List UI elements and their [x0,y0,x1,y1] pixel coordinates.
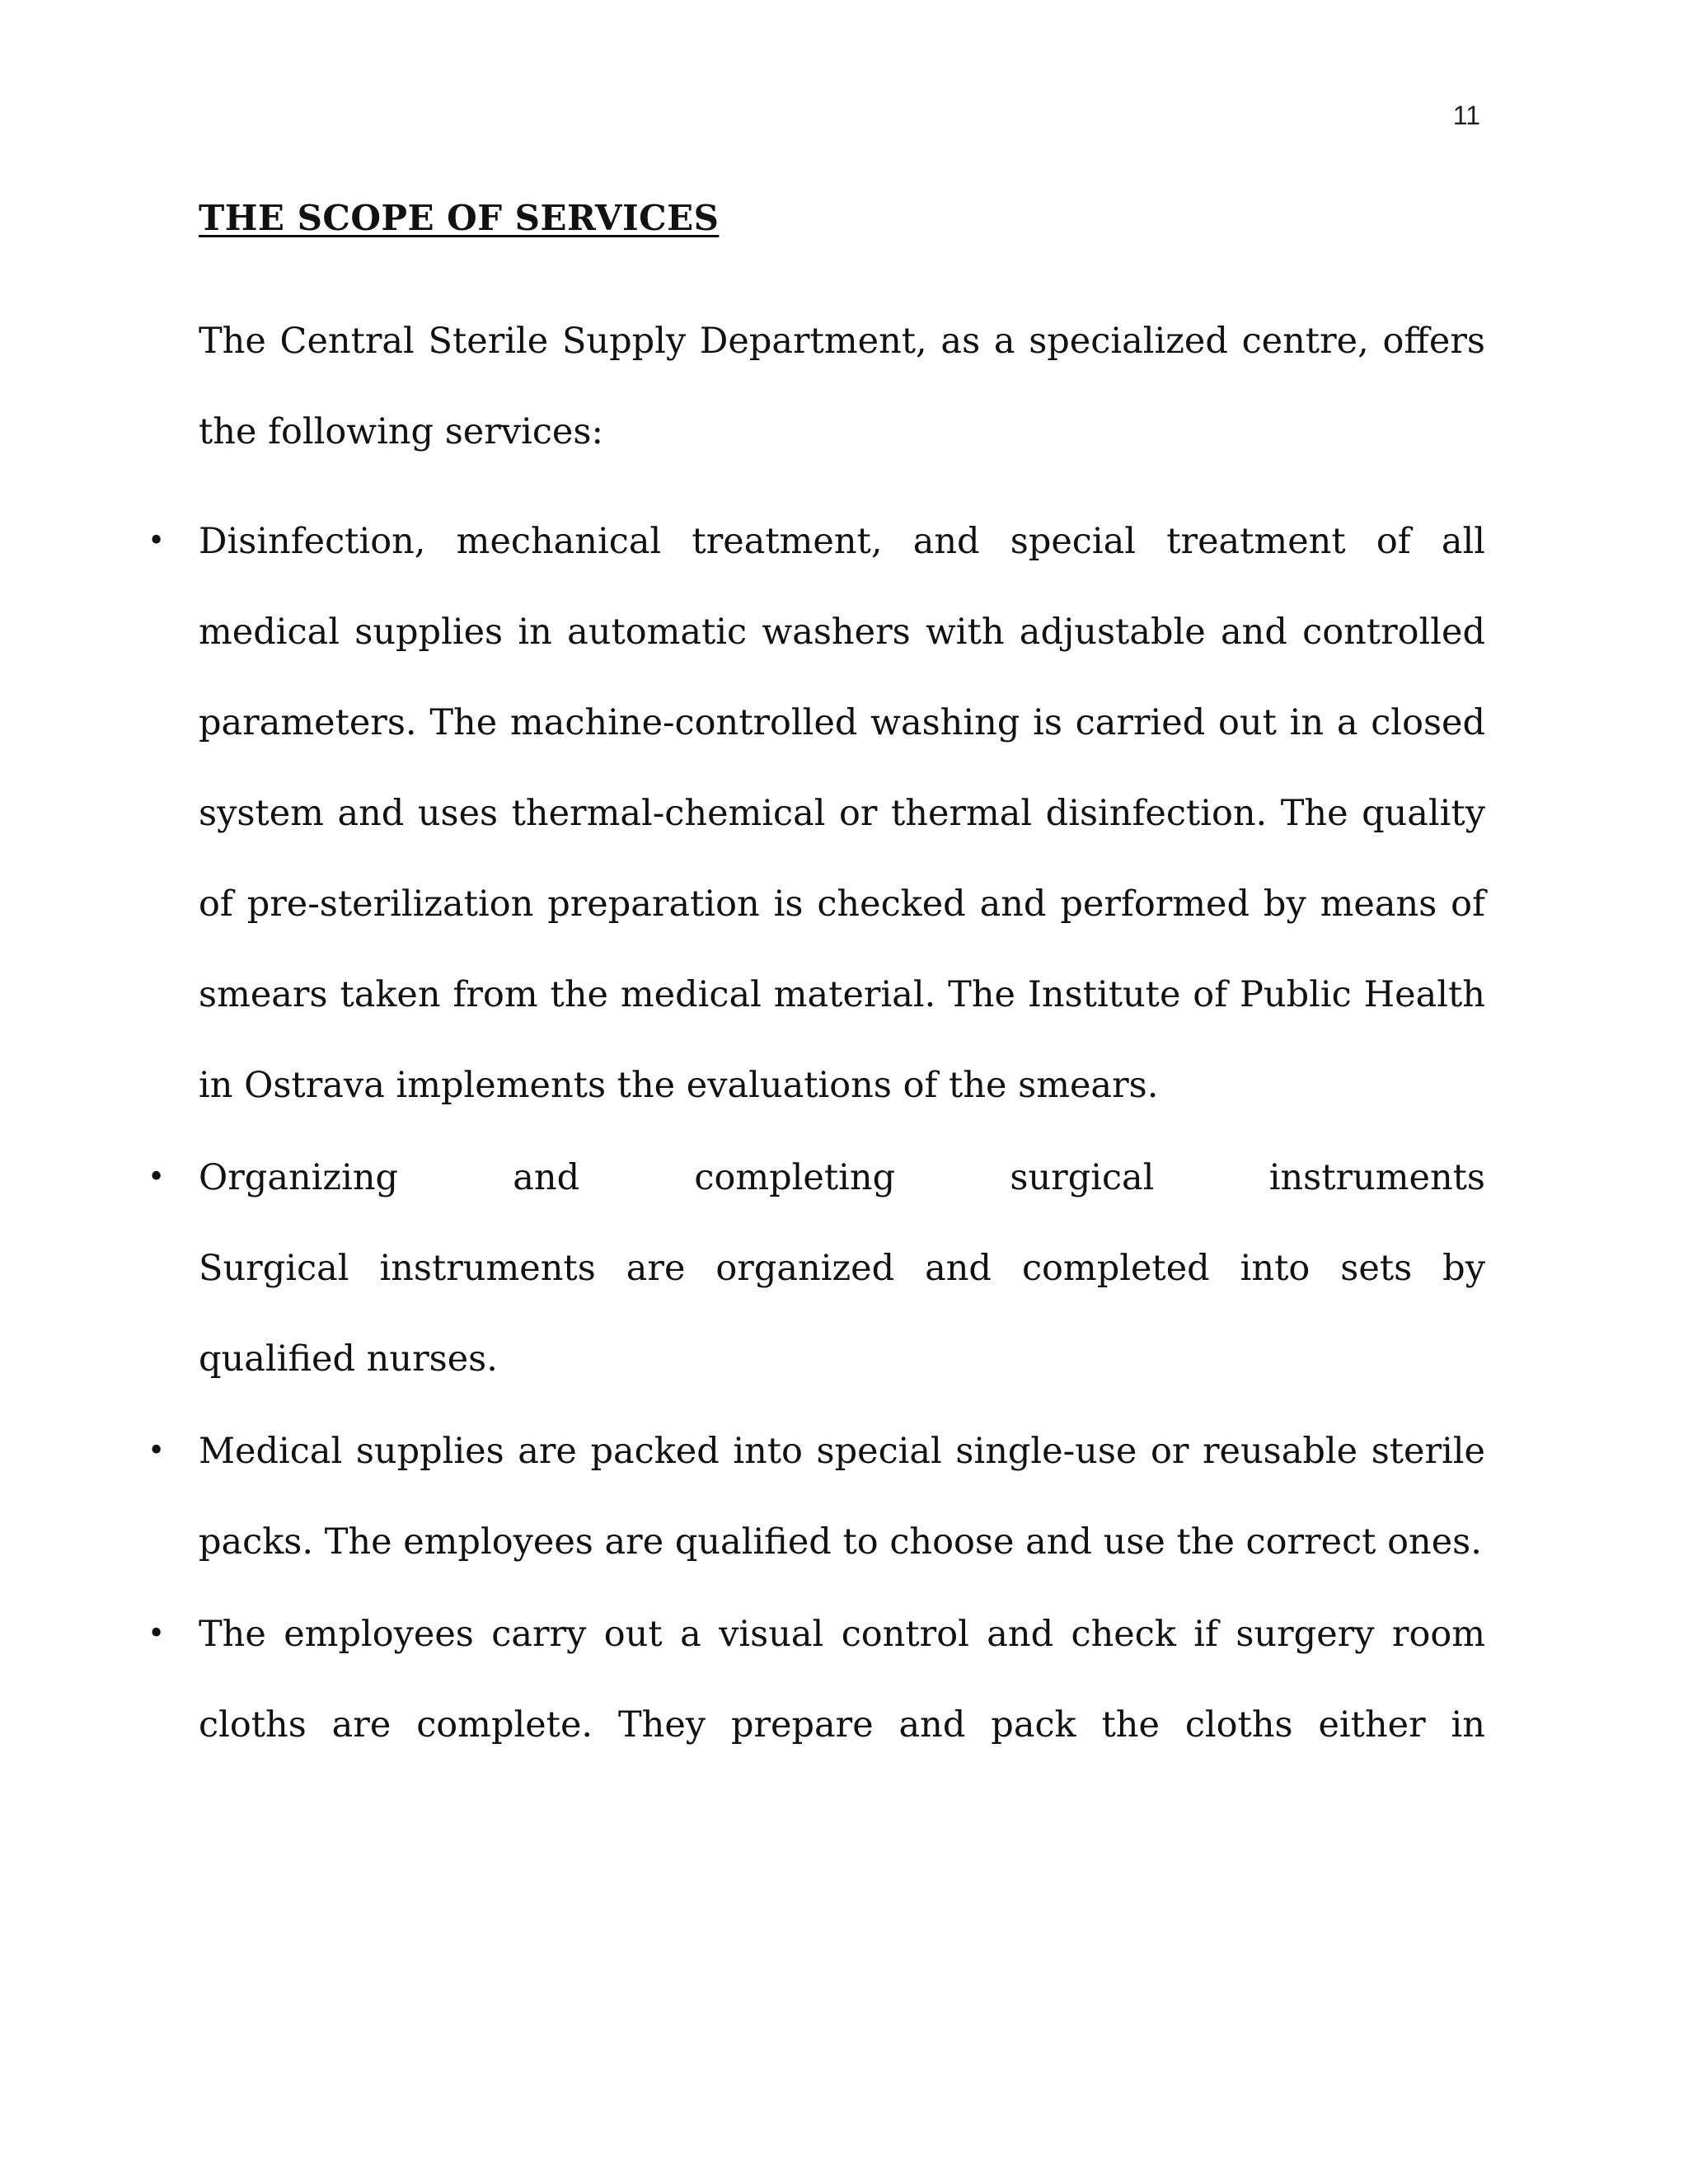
page-number: 11 [1452,101,1480,130]
bullet-icon: • [148,524,166,558]
list-item [148,496,1485,1131]
list-item-text: Disinfection, mechanical treatment, and special treatment of all medical supplies in automatic washers with adjustable and controlled parameters. The machine-controlled washing is carried out in a closed system and uses thermal-chemical or thermal disinfection. The quality of pre-sterilization preparation is checked and performed by means of smears taken from the medical material. The Institute of Public Health in Ostrava implements the evaluations of the smears. [199,521,1485,1106]
list-item-title: Organizing and completing surgical instruments [199,1157,1485,1198]
bullet-icon: • [148,1434,166,1468]
list-item [148,1589,1485,1770]
list-item-text: Medical supplies are packed into special single-use or reusable sterile packs. The employees are qualified to choose and use the correct ones. [199,1431,1485,1563]
services-list [148,496,1485,1770]
list-item-text: Surgical instruments are organized and completed into sets by qualified nurses. [199,1248,1485,1380]
list-item [148,1132,1485,1404]
list-item [148,1406,1485,1587]
intro-paragraph: The Central Sterile Supply Department, as a specialized centre, offers the following services: [199,321,1485,452]
bullet-icon: • [148,1160,166,1194]
section-heading: THE SCOPE OF SERVICES [199,198,720,238]
bullet-icon: • [148,1617,166,1651]
list-item-text: The employees carry out a visual control and check if surgery room cloths are complete. They prepare and pack the cloths either in [199,1614,1485,1746]
